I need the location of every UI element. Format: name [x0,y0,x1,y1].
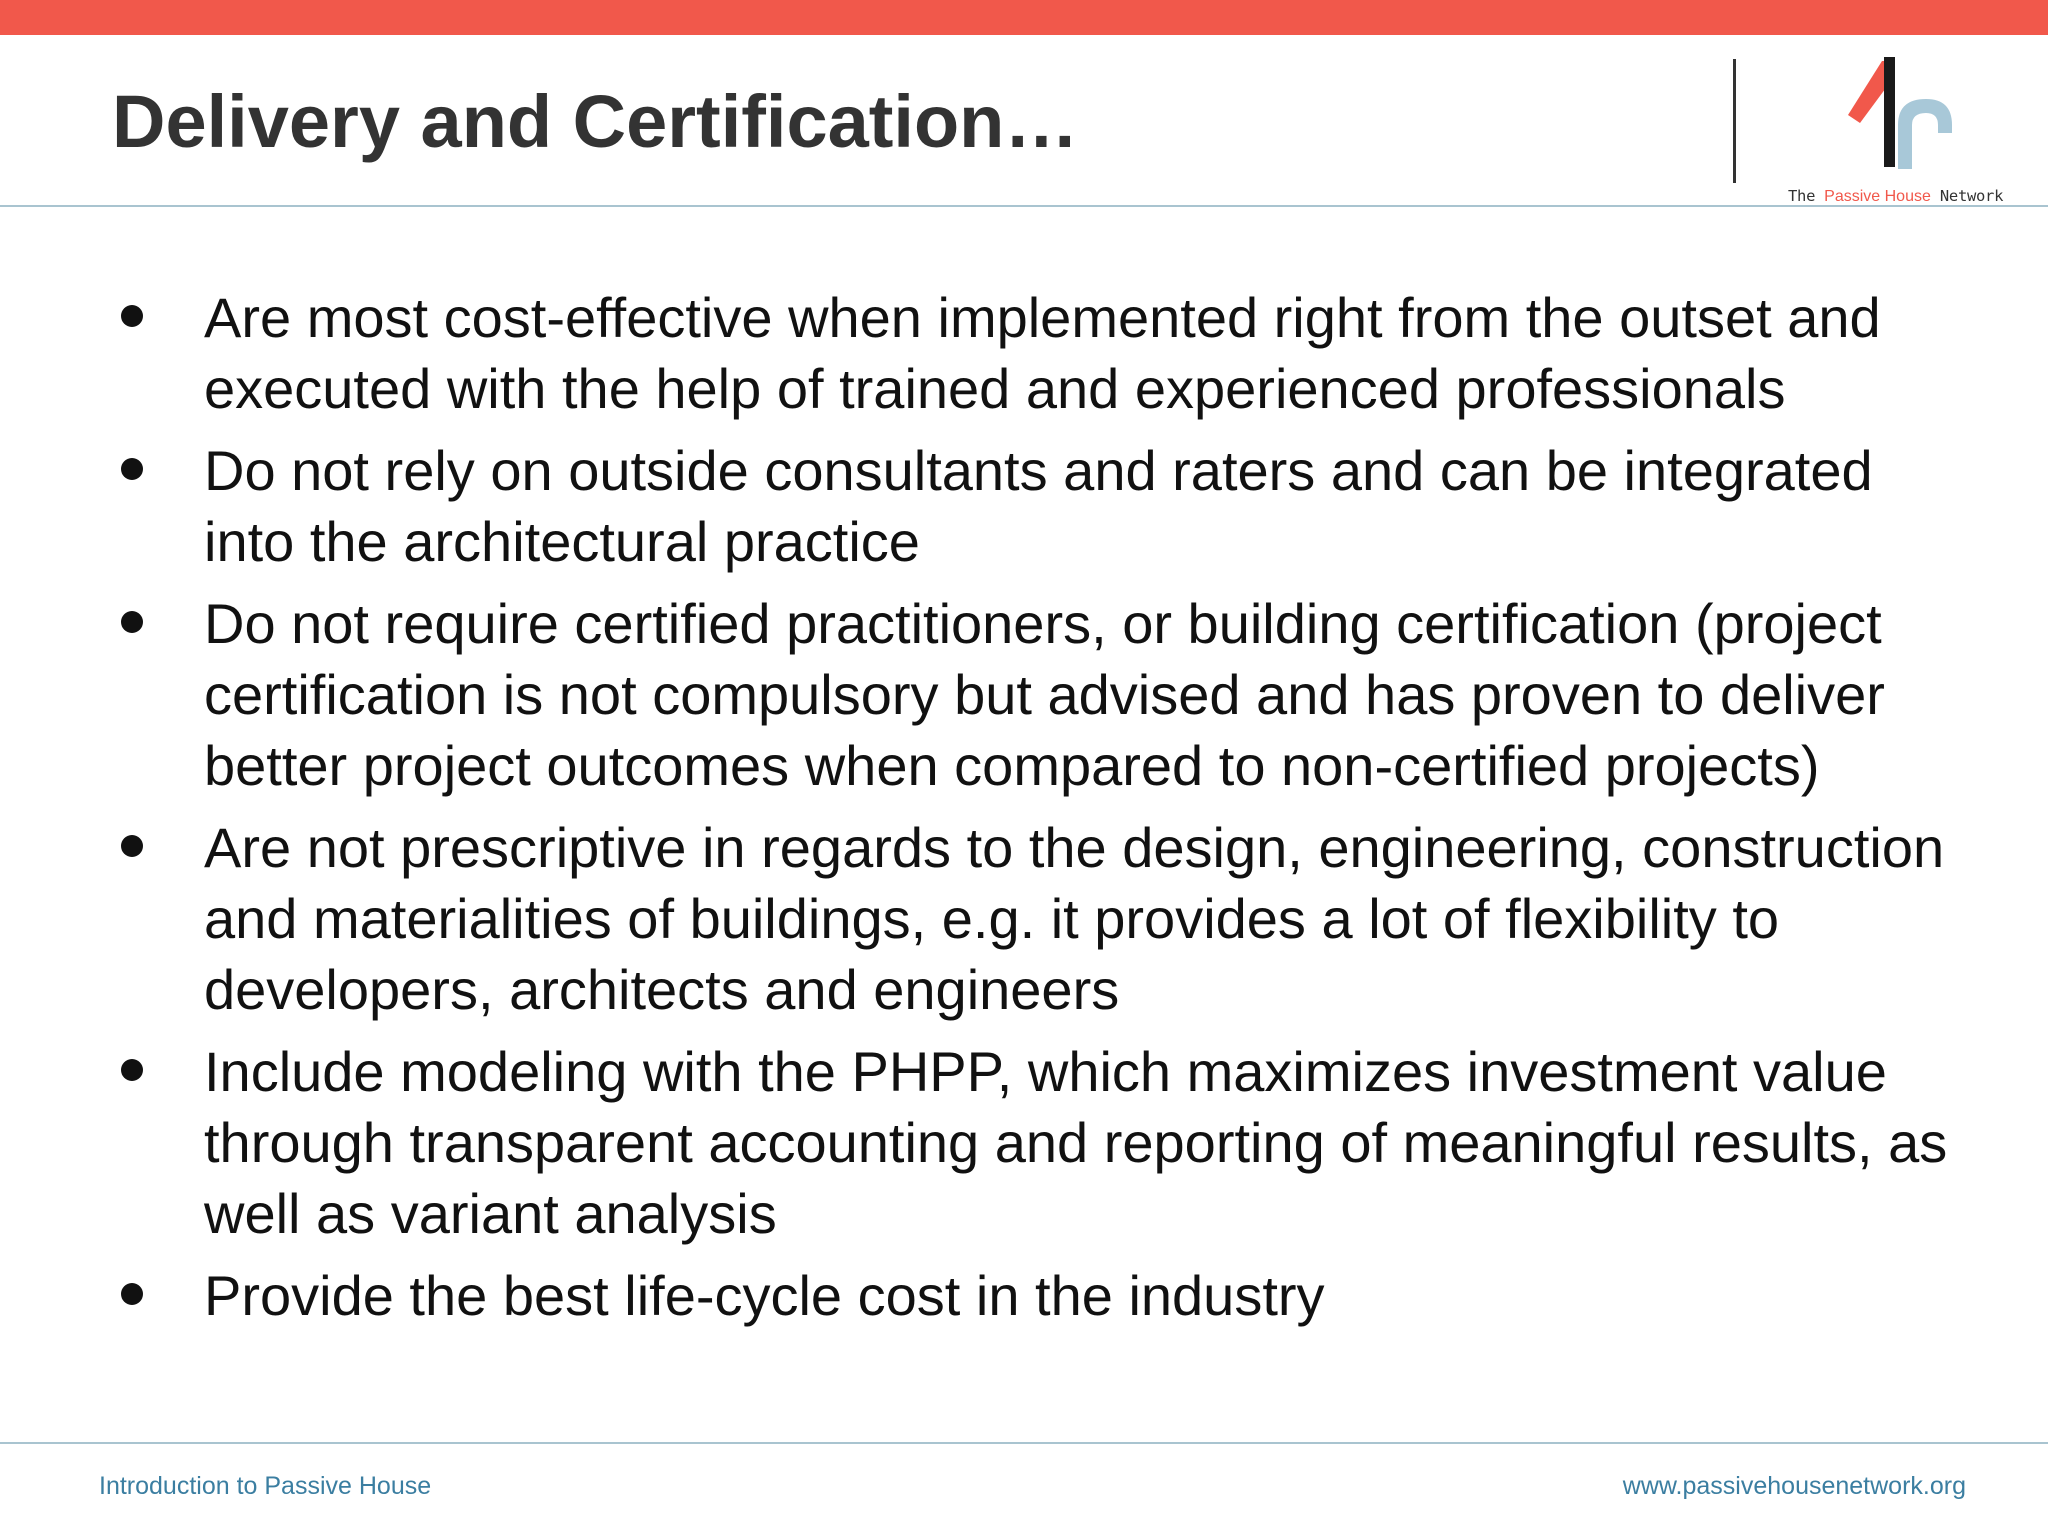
bullet-text: Are most cost-effective when implemented right from the outset and executed with the help of trained and experienced professionals [204,286,1881,420]
logo-text-prefix: The [1788,187,1825,205]
header-divider [0,205,2048,207]
bullet-item [118,435,1978,577]
bullet-text: Include modeling with the PHPP, which maximizes investment value through transparent accounting and reporting of meaningful results, as well as variant analysis [204,1040,1948,1245]
top-accent-bar [0,0,2048,35]
logo-text-suffix: Network [1930,187,2004,205]
bullet-dot-icon [121,305,143,327]
bullet-text: Provide the best life-cycle cost in the industry [204,1264,1325,1327]
bullet-item [118,1260,1978,1331]
passive-house-network-logo [1780,55,2010,205]
slide-header [0,35,2048,205]
bullet-item [118,588,1978,801]
bullet-text: Are not prescriptive in regards to the design, engineering, construction and materialities of buildings, e.g. it provides a lot of flexibility to developers, architects and engineers [204,816,1945,1021]
logo-text-highlight: Passive House [1824,188,1931,205]
bullet-dot-icon [121,835,143,857]
bullet-dot-icon [121,1059,143,1081]
bullet-dot-icon [121,458,143,480]
logo-wordmark [1788,187,2003,206]
bullet-list [118,282,1978,1342]
logo-mark-icon [1840,55,1960,173]
footer-course-title: Introduction to Passive House [99,1472,432,1500]
bullet-item [118,812,1978,1025]
bullet-item [118,282,1978,424]
bullet-dot-icon [121,611,143,633]
bullet-text: Do not require certified practitioners, or building certification (project certification is not compulsory but advised and has proven to deliver better project outcomes when compared to non-certified projects) [204,592,1885,797]
slide-title: Delivery and Certification… [112,80,1079,163]
logo-divider [1733,59,1736,183]
footer-website-link[interactable]: www.passivehousenetwork.org [1622,1472,1966,1500]
bullet-dot-icon [121,1283,143,1305]
footer-divider [0,1442,2048,1444]
bullet-text: Do not rely on outside consultants and raters and can be integrated into the architectural practice [204,439,1873,573]
bullet-item [118,1036,1978,1249]
